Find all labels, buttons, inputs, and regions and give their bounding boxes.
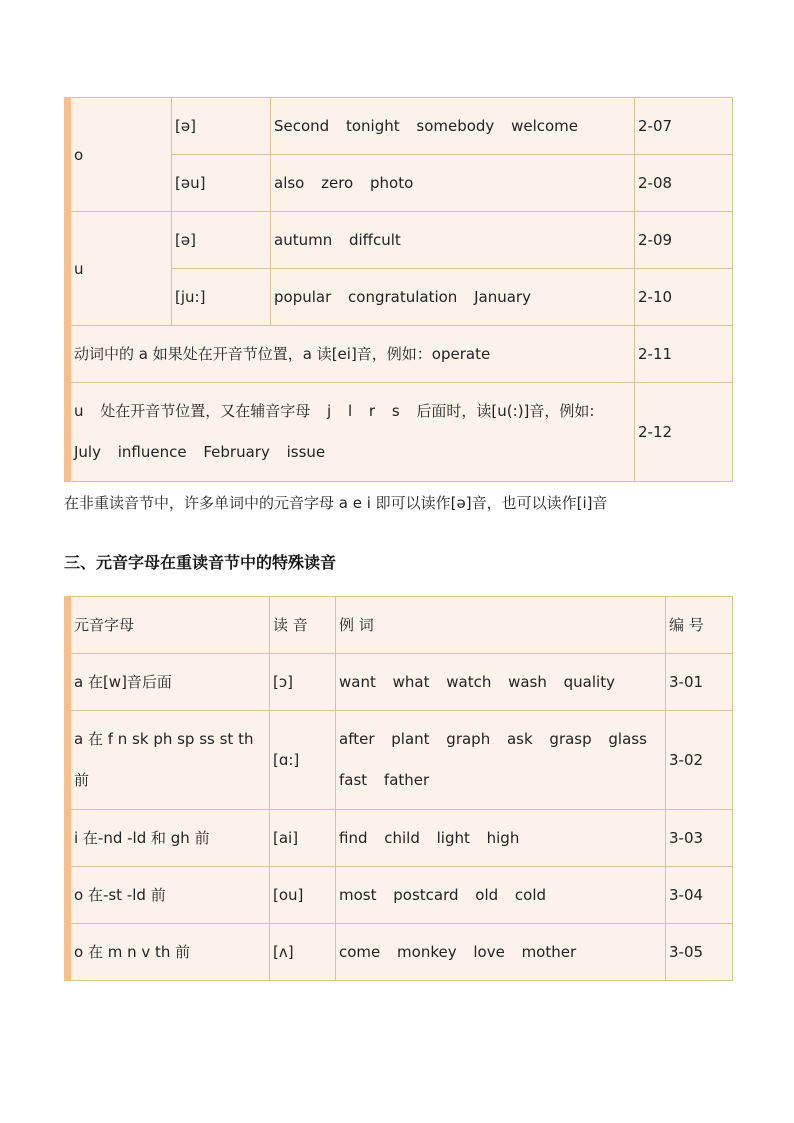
table-row xyxy=(68,383,733,482)
header-letter: 元音字母 xyxy=(68,597,270,654)
examples-cell: popular congratulation January xyxy=(271,269,635,326)
examples-cell: Second tonight somebody welcome xyxy=(271,98,635,155)
code-cell: 2-10 xyxy=(635,269,733,326)
code-cell: 3-02 xyxy=(666,711,733,810)
examples-cell: want what watch wash quality xyxy=(336,654,666,711)
phonetic-cell: [ɔ] xyxy=(270,654,336,711)
phonetic-cell: [ou] xyxy=(270,867,336,924)
vowel-letter-cell: o 在-st -ld 前 xyxy=(68,867,270,924)
phonetic-cell: [ə] xyxy=(172,212,271,269)
examples-cell: come monkey love mother xyxy=(336,924,666,981)
phonetic-cell: [əu] xyxy=(172,155,271,212)
vowel-letter-cell: o xyxy=(68,98,172,212)
examples-cell: after plant graph ask grasp glass fast father xyxy=(336,711,666,810)
table-row xyxy=(68,711,733,810)
header-code: 编 号 xyxy=(666,597,733,654)
code-cell: 2-11 xyxy=(635,326,733,383)
examples-cell: find child light high xyxy=(336,810,666,867)
code-cell: 3-04 xyxy=(666,867,733,924)
table-row xyxy=(68,810,733,867)
vowel-letter-cell: o 在 m n v th 前 xyxy=(68,924,270,981)
table-row xyxy=(68,654,733,711)
vowel-letter-cell: a 在[w]音后面 xyxy=(68,654,270,711)
rule-cell: u 处在开音节位置，又在辅音字母 j l r s 后面时，读[u(:)]音，例如: July influence February issue xyxy=(68,383,635,482)
vowel-letter-cell: a 在 f n sk ph sp ss st th 前 xyxy=(68,711,270,810)
table-row xyxy=(68,326,733,383)
rule-cell: 动词中的 a 如果处在开音节位置，a 读[ei]音，例如：operate xyxy=(68,326,635,383)
phonetic-cell: [ju:] xyxy=(172,269,271,326)
vowel-letter-cell: i 在-nd -ld 和 gh 前 xyxy=(68,810,270,867)
table-row xyxy=(68,924,733,981)
vowel-table-unstressed xyxy=(64,97,733,482)
vowel-letter-cell: u xyxy=(68,212,172,326)
header-examples: 例 词 xyxy=(336,597,666,654)
table-row xyxy=(68,98,733,155)
code-cell: 2-12 xyxy=(635,383,733,482)
unstressed-note: 在非重读音节中，许多单词中的元音字母 a e i 即可以读作[ə]音，也可以读作[i]音 xyxy=(64,494,608,512)
code-cell: 2-09 xyxy=(635,212,733,269)
vowel-table-stressed xyxy=(64,596,733,981)
code-cell: 3-03 xyxy=(666,810,733,867)
examples-cell: also zero photo xyxy=(271,155,635,212)
examples-cell: autumn diffcult xyxy=(271,212,635,269)
code-cell: 3-05 xyxy=(666,924,733,981)
code-cell: 2-07 xyxy=(635,98,733,155)
code-cell: 3-01 xyxy=(666,654,733,711)
header-phonetic: 读 音 xyxy=(270,597,336,654)
phonetic-cell: [ai] xyxy=(270,810,336,867)
code-cell: 2-08 xyxy=(635,155,733,212)
table-row xyxy=(68,867,733,924)
examples-cell: most postcard old cold xyxy=(336,867,666,924)
phonetic-cell: [ʌ] xyxy=(270,924,336,981)
phonetic-cell: [ɑ:] xyxy=(270,711,336,810)
phonetic-cell: [ə] xyxy=(172,98,271,155)
table-header-row xyxy=(68,597,733,654)
section-heading: 三、元音字母在重读音节中的特殊读音 xyxy=(64,553,337,572)
table-row xyxy=(68,212,733,269)
